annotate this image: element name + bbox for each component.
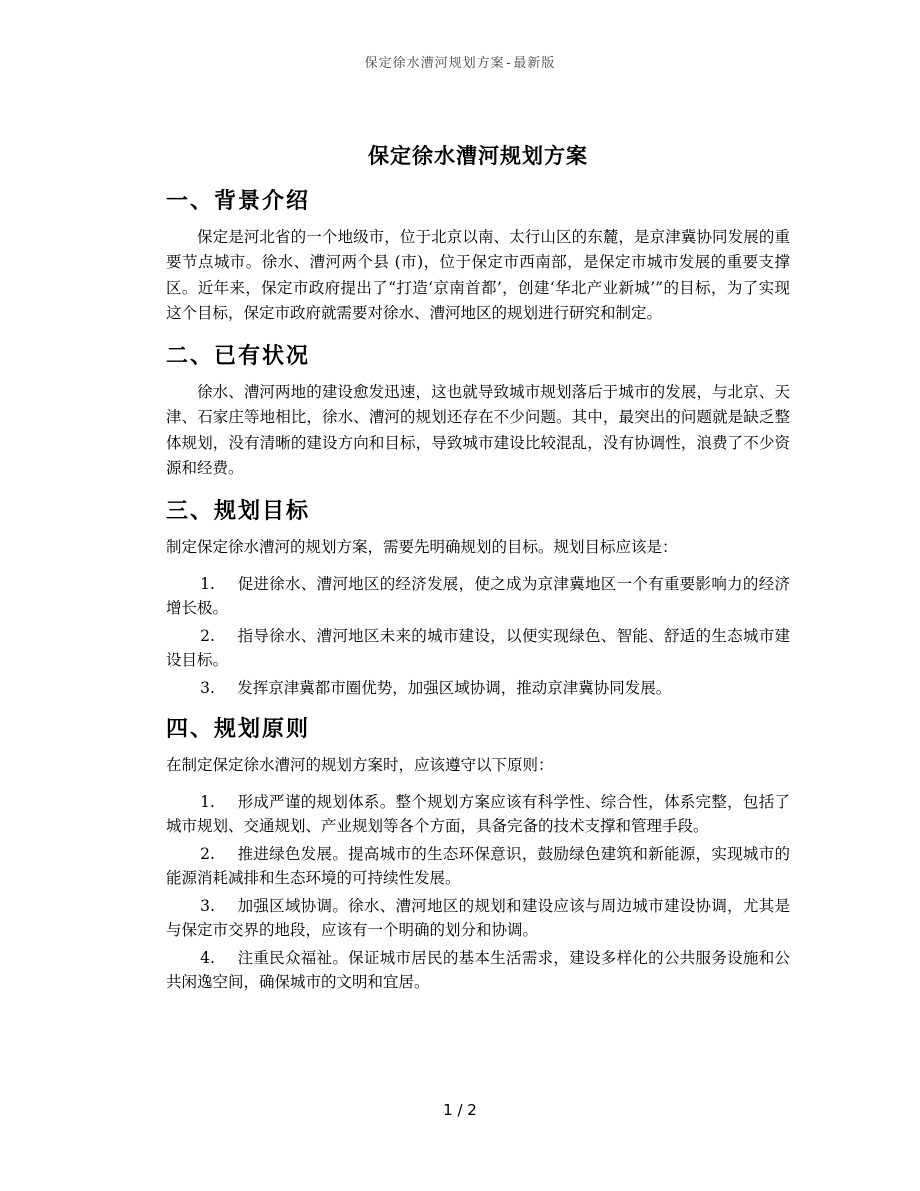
list-item	[166, 946, 790, 994]
list-item	[166, 572, 790, 620]
section-lead: 制定保定徐水漕河的规划方案，需要先明确规划的目标。规划目标应该是：	[166, 538, 678, 557]
list-item	[166, 842, 790, 890]
page-number: 1 / 2	[443, 1101, 477, 1119]
list-item-number: 1.	[200, 793, 215, 812]
section-planning-principles	[166, 712, 790, 994]
section-paragraph: 徐水、漕河两地的建设愈发迅速，这也就导致城市规划落后于城市的发展，与北京、天津、石家庄等地相比，徐水、漕河的规划还存在不少问题。其中，最突出的问题就是缺乏整体规划，没有清晰的建设方向和目标，导致城市建设比较混乱，没有协调性，浪费了不少资源和经费。	[166, 383, 790, 478]
section-paragraph: 保定是河北省的一个地级市，位于北京以南、太行山区的东麓，是京津冀协同发展的重要节点城市。徐水、漕河两个县 (市)，位于保定市西南部，是保定市城市发展的重要支撑区。近年来，保定市政府提出了“打造‘京南首都’，创建‘华北产业新城’”的目标，为了实现这个目标，保定市政府就需要对徐水、漕河地区的规划进行研究和制定。	[166, 228, 790, 322]
document-body	[166, 140, 790, 1006]
list-item-text: 推进绿色发展。提高城市的生态环保意识，鼓励绿色建筑和新能源，实现城市的能源消耗减排和生态环境的可持续性发展。	[166, 845, 790, 888]
list-item	[166, 894, 790, 942]
section-lead: 在制定保定徐水漕河的规划方案时，应该遵守以下原则：	[166, 756, 554, 775]
list-item-number: 2.	[200, 627, 215, 646]
section-heading: 一、背景介绍	[166, 189, 311, 214]
list-item	[166, 676, 790, 700]
goals-list	[166, 572, 790, 700]
list-item-number: 2.	[200, 845, 215, 864]
section-planning-goals	[166, 494, 790, 700]
principles-list	[166, 790, 790, 994]
list-item-text: 指导徐水、漕河地区未来的城市建设，以便实现绿色、智能、舒适的生态城市建设目标。	[166, 627, 790, 670]
section-background	[166, 184, 790, 326]
list-item-text: 加强区域协调。徐水、漕河地区的规划和建设应该与周边城市建设协调，尤其是与保定市交界的地段，应该有一个明确的划分和协调。	[166, 897, 790, 940]
document-title: 保定徐水漕河规划方案	[368, 144, 588, 168]
running-header: 保定徐水漕河规划方案-最新版	[364, 56, 556, 71]
list-item-text: 发挥京津冀都市圈优势，加强区域协调，推动京津冀协同发展。	[237, 679, 672, 698]
list-item-text: 促进徐水、漕河地区的经济发展，使之成为京津冀地区一个有重要影响力的经济增长极。	[166, 575, 790, 618]
list-item-number: 4.	[200, 949, 215, 968]
list-item-number: 3.	[200, 897, 215, 916]
list-item	[166, 624, 790, 672]
section-heading: 四、规划原则	[166, 717, 311, 743]
list-item-number: 1.	[200, 575, 215, 594]
list-item	[166, 790, 790, 838]
list-item-text: 形成严谨的规划体系。整个规划方案应该有科学性、综合性，体系完整，包括了城市规划、交通规划、产业规划等各个方面，具备完备的技术支撑和管理手段。	[166, 793, 790, 836]
list-item-text: 注重民众福祉。保证城市居民的基本生活需求，建设多样化的公共服务设施和公共闲逸空间，确保城市的文明和宜居。	[166, 949, 790, 992]
section-heading: 三、规划目标	[166, 499, 311, 525]
section-heading: 二、已有状况	[166, 344, 311, 370]
list-item-number: 3.	[200, 679, 215, 698]
section-current-status	[166, 339, 790, 481]
